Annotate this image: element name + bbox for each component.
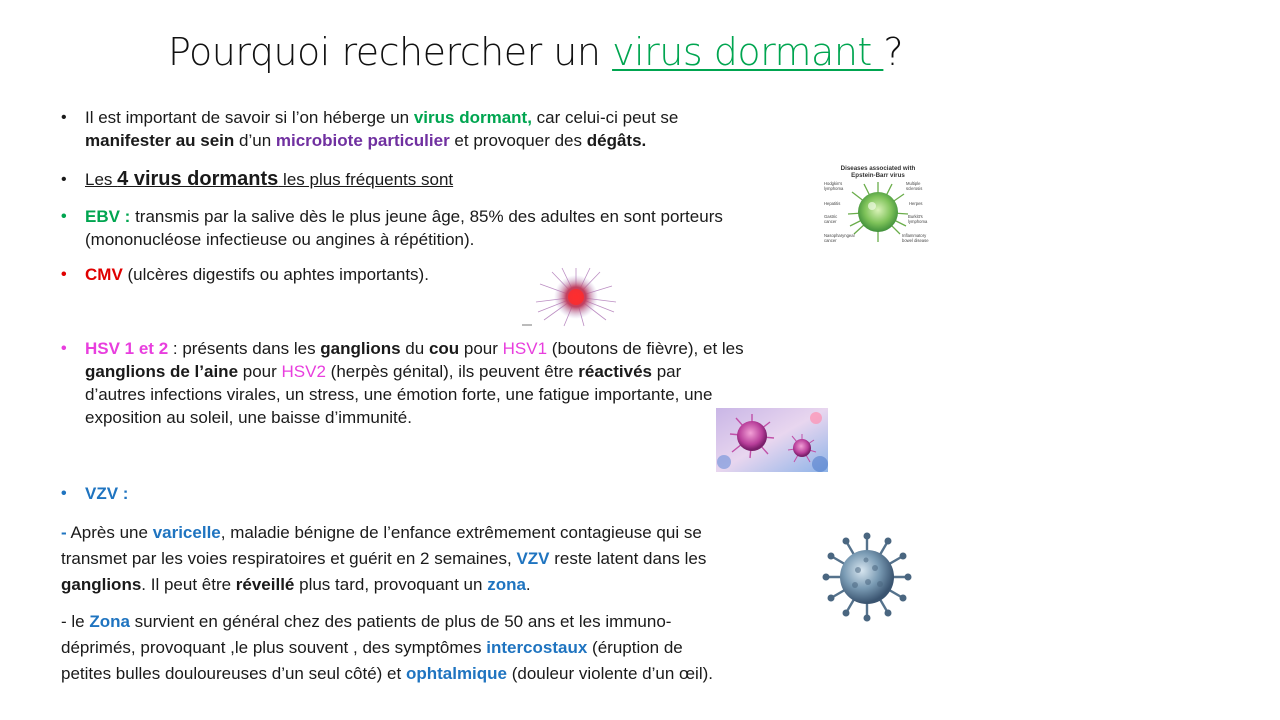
paragraph-vzv-label: VZV : <box>85 484 129 503</box>
paragraph-intro: Il est important de savoir si l’on héberge un virus dormant, car celui-ci peut se manifester au sein d’un microbiote particulier et provoquer des dégâts. <box>85 108 679 150</box>
paragraph-hsv: HSV 1 et 2 : présents dans les ganglions du cou pour HSV1 (boutons de fièvre), et les ganglions de l’aine pour HSV2 (herpès génital), ils peuvent être réactivés par d’autres infections virales, un stress, une émotion forte, une fatigue importante, une exposition au soleil, une baisse d’immunité. <box>85 339 744 427</box>
cmv-virus-image <box>520 266 632 328</box>
svg-text:Multiple: Multiple <box>906 181 921 186</box>
title-keyword: virus dormant <box>612 30 884 74</box>
svg-text:Gastric: Gastric <box>824 214 838 219</box>
svg-text:bowel disease: bowel disease <box>902 238 929 243</box>
paragraph-zona: - le Zona survient en général chez des patients de plus de 50 ans et les immuno- déprimés, provoquant ,le plus souvent , des symptômes intercostaux (éruption de petites bulles douloureuses d’un seul côté) et ophtalmique (douleur violente d’un œil). <box>61 612 713 683</box>
hsv-virus-image <box>716 408 828 472</box>
svg-text:sclerosis: sclerosis <box>906 186 923 191</box>
svg-text:cancer: cancer <box>824 219 837 224</box>
svg-text:Hepatitis: Hepatitis <box>824 201 841 206</box>
svg-text:Burkitt's: Burkitt's <box>908 214 923 219</box>
bullet-dot: • <box>61 266 67 283</box>
vzv-virus-image <box>820 530 914 624</box>
bullet-dot: • <box>61 208 67 225</box>
figure-title-line1: Diseases associated with <box>840 165 916 172</box>
paragraph-four-viruses: Les 4 virus dormants les plus fréquents sont <box>85 168 454 190</box>
bullet-dot: • <box>61 485 67 502</box>
figure-title-line2: Epstein-Barr virus <box>851 172 905 179</box>
svg-text:Nasopharyngeal: Nasopharyngeal <box>824 233 855 238</box>
svg-text:Hodgkin's: Hodgkin's <box>824 181 843 186</box>
bullet-dot: • <box>61 340 67 357</box>
bullet-dot: • <box>61 171 67 188</box>
svg-text:lymphoma: lymphoma <box>908 219 928 224</box>
svg-text:Inflammatory: Inflammatory <box>902 233 927 238</box>
svg-text:lymphoma: lymphoma <box>824 186 844 191</box>
svg-text:Herpes: Herpes <box>909 201 923 206</box>
slide-title: Pourquoi rechercher un virus dormant ? <box>168 30 904 74</box>
paragraph-ebv: EBV : transmis par la salive dès le plus jeune âge, 85% des adultes en sont porteurs (mononucléose infectieuse ou angines à répétition). <box>85 207 723 249</box>
ebv-diseases-figure <box>822 162 934 248</box>
svg-text:cancer: cancer <box>824 238 837 243</box>
bullet-dot: • <box>61 109 67 126</box>
paragraph-cmv: CMV (ulcères digestifs ou aphtes importants). <box>85 265 429 284</box>
paragraph-varicelle: - Après une varicelle, maladie bénigne de l’enfance extrêmement contagieuse qui se transmet par les voies respiratoires et guérit en 2 semaines, VZV reste latent dans les ganglions. Il peut être réveillé plus tard, provoquant un zona. <box>61 523 707 594</box>
